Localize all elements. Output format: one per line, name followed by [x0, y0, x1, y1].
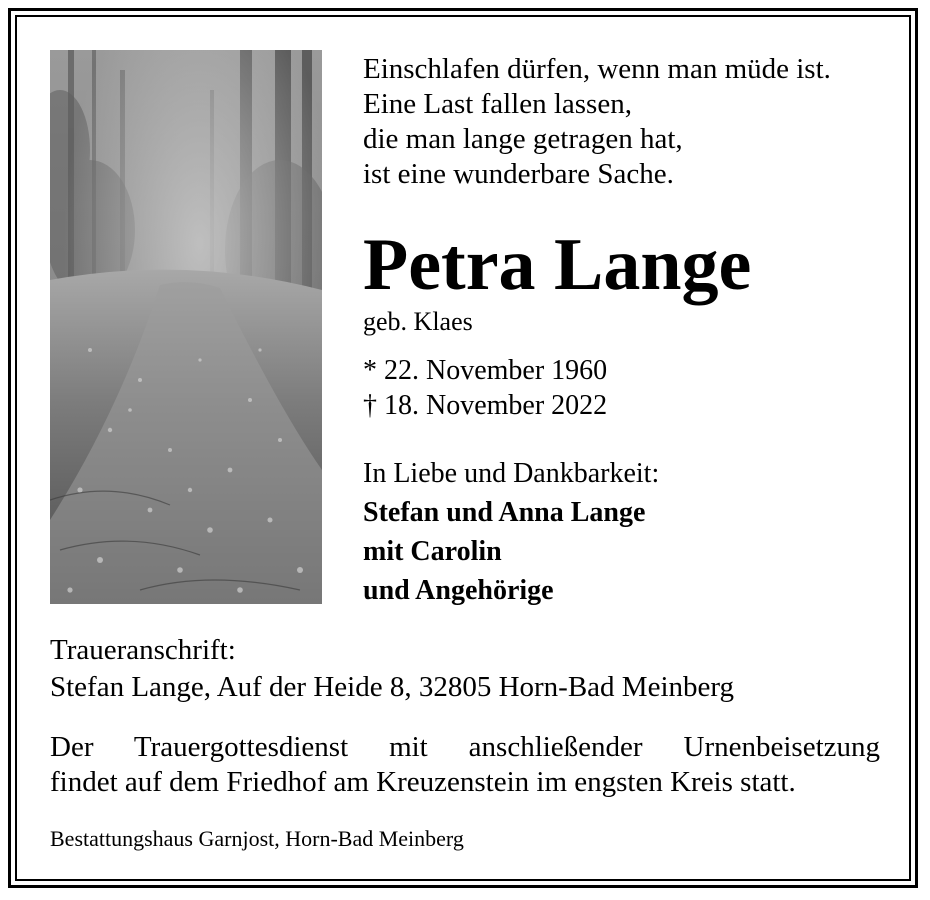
address-value: Stefan Lange, Auf der Heide 8, 32805 Horn-Bad Meinberg — [50, 671, 735, 703]
service-notice — [50, 730, 880, 800]
poem-line: die man lange getragen hat, — [363, 123, 683, 155]
deceased-name: Petra Lange — [363, 224, 752, 306]
mourners-line: Stefan und Anna Lange — [363, 497, 646, 528]
mourners-block — [363, 454, 659, 610]
mourners-line: mit Carolin — [363, 536, 502, 567]
service-line: findet auf dem Friedhof am Kreuzenstein im engsten Kreis statt. — [50, 766, 796, 798]
mourners-intro: In Liebe und Dankbarkeit: — [363, 458, 660, 489]
address-label: Traueranschrift: — [50, 634, 236, 666]
birth-date: * 22. November 1960 — [363, 355, 608, 386]
death-date: † 18. November 2022 — [363, 390, 608, 421]
life-dates — [363, 353, 607, 423]
poem-line: Einschlafen dürfen, wenn man müde ist. — [363, 53, 831, 85]
poem — [363, 52, 831, 192]
service-line: Der Trauergottesdienst mit anschließender Urnenbeisetzung — [50, 731, 880, 763]
poem-line: ist eine wunderbare Sache. — [363, 158, 674, 190]
funeral-home: Bestattungshaus Garnjost, Horn-Bad Meinberg — [50, 826, 464, 851]
poem-line: Eine Last fallen lassen, — [363, 88, 632, 120]
forest-path-photo — [50, 50, 322, 604]
maiden-name: geb. Klaes — [363, 307, 473, 336]
mourners-line: und Angehörige — [363, 575, 554, 606]
mourning-address — [50, 632, 734, 706]
